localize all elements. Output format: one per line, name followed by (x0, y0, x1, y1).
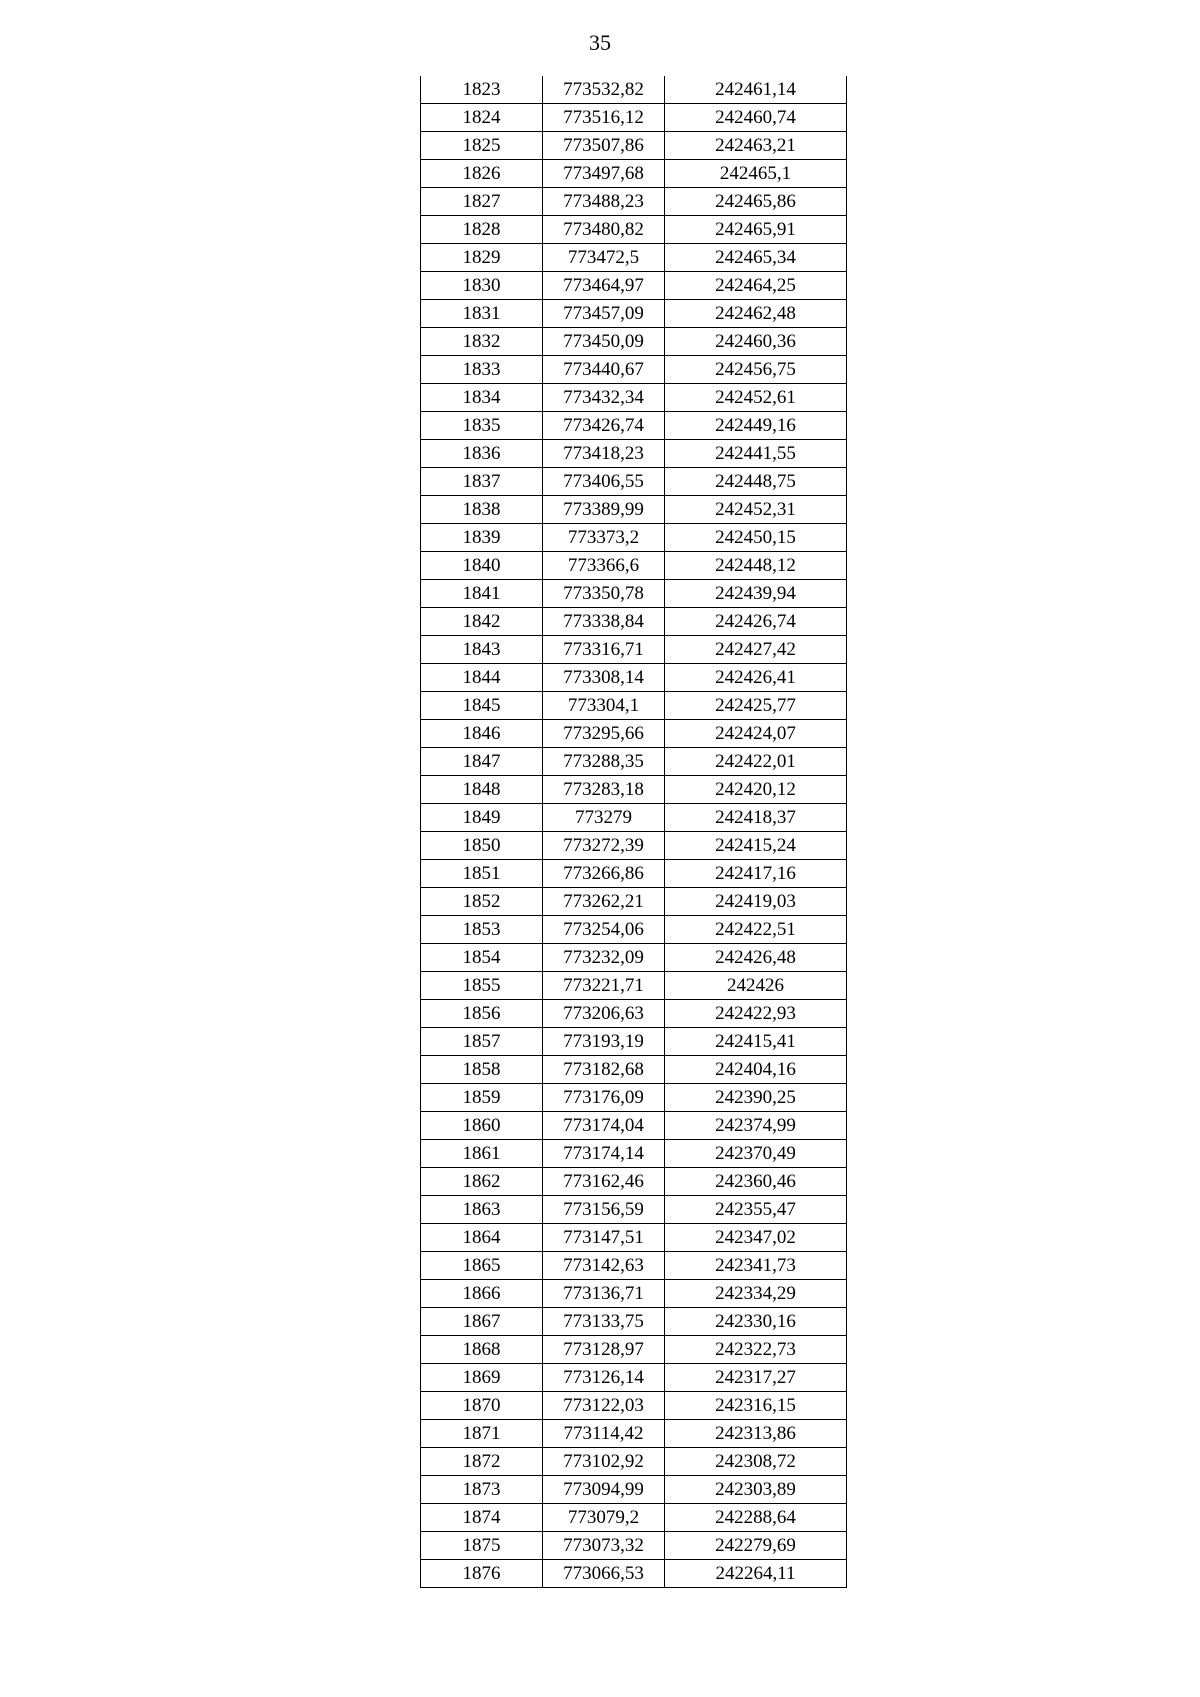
x-coordinate-cell: 773073,32 (543, 1532, 665, 1560)
x-coordinate-cell: 773497,68 (543, 160, 665, 188)
x-coordinate-cell: 773094,99 (543, 1476, 665, 1504)
x-coordinate-cell: 773406,55 (543, 468, 665, 496)
y-coordinate-cell: 242426 (665, 972, 847, 1000)
y-coordinate-cell: 242279,69 (665, 1532, 847, 1560)
x-coordinate-cell: 773464,97 (543, 272, 665, 300)
y-coordinate-cell: 242341,73 (665, 1252, 847, 1280)
y-coordinate-cell: 242427,42 (665, 636, 847, 664)
point-number-cell: 1828 (421, 216, 543, 244)
table-row (421, 356, 847, 384)
point-number-cell: 1838 (421, 496, 543, 524)
x-coordinate-cell: 773128,97 (543, 1336, 665, 1364)
table-row (421, 384, 847, 412)
point-number-cell: 1851 (421, 860, 543, 888)
y-coordinate-cell: 242465,1 (665, 160, 847, 188)
point-number-cell: 1845 (421, 692, 543, 720)
table-row (421, 692, 847, 720)
y-coordinate-cell: 242355,47 (665, 1196, 847, 1224)
table-row (421, 1252, 847, 1280)
point-number-cell: 1830 (421, 272, 543, 300)
x-coordinate-cell: 773389,99 (543, 496, 665, 524)
point-number-cell: 1824 (421, 104, 543, 132)
y-coordinate-cell: 242418,37 (665, 804, 847, 832)
y-coordinate-cell: 242322,73 (665, 1336, 847, 1364)
point-number-cell: 1865 (421, 1252, 543, 1280)
y-coordinate-cell: 242308,72 (665, 1448, 847, 1476)
table-row (421, 1504, 847, 1532)
point-number-cell: 1870 (421, 1392, 543, 1420)
x-coordinate-cell: 773480,82 (543, 216, 665, 244)
point-number-cell: 1843 (421, 636, 543, 664)
table-row (421, 160, 847, 188)
point-number-cell: 1844 (421, 664, 543, 692)
table-row (421, 972, 847, 1000)
table-row (421, 916, 847, 944)
y-coordinate-cell: 242422,01 (665, 748, 847, 776)
table-row (421, 748, 847, 776)
table-row (421, 328, 847, 356)
x-coordinate-cell: 773206,63 (543, 1000, 665, 1028)
x-coordinate-cell: 773142,63 (543, 1252, 665, 1280)
table-row (421, 1168, 847, 1196)
table-row (421, 944, 847, 972)
point-number-cell: 1832 (421, 328, 543, 356)
y-coordinate-cell: 242462,48 (665, 300, 847, 328)
table-row (421, 1140, 847, 1168)
table-row (421, 1000, 847, 1028)
table-row (421, 1280, 847, 1308)
x-coordinate-cell: 773288,35 (543, 748, 665, 776)
y-coordinate-cell: 242426,48 (665, 944, 847, 972)
y-coordinate-cell: 242449,16 (665, 412, 847, 440)
y-coordinate-cell: 242415,24 (665, 832, 847, 860)
table-row (421, 1364, 847, 1392)
table-row (421, 104, 847, 132)
table-row (421, 76, 847, 104)
point-number-cell: 1849 (421, 804, 543, 832)
x-coordinate-cell: 773279 (543, 804, 665, 832)
x-coordinate-cell: 773193,19 (543, 1028, 665, 1056)
table-row (421, 1196, 847, 1224)
x-coordinate-cell: 773266,86 (543, 860, 665, 888)
x-coordinate-cell: 773147,51 (543, 1224, 665, 1252)
point-number-cell: 1852 (421, 888, 543, 916)
point-number-cell: 1875 (421, 1532, 543, 1560)
coordinates-table (420, 76, 847, 1588)
y-coordinate-cell: 242465,34 (665, 244, 847, 272)
point-number-cell: 1868 (421, 1336, 543, 1364)
point-number-cell: 1847 (421, 748, 543, 776)
point-number-cell: 1862 (421, 1168, 543, 1196)
point-number-cell: 1837 (421, 468, 543, 496)
table-row (421, 1476, 847, 1504)
point-number-cell: 1834 (421, 384, 543, 412)
y-coordinate-cell: 242330,16 (665, 1308, 847, 1336)
x-coordinate-cell: 773350,78 (543, 580, 665, 608)
point-number-cell: 1831 (421, 300, 543, 328)
table-row (421, 412, 847, 440)
table-row (421, 832, 847, 860)
y-coordinate-cell: 242404,16 (665, 1056, 847, 1084)
y-coordinate-cell: 242465,91 (665, 216, 847, 244)
table-row (421, 580, 847, 608)
x-coordinate-cell: 773373,2 (543, 524, 665, 552)
point-number-cell: 1827 (421, 188, 543, 216)
x-coordinate-cell: 773488,23 (543, 188, 665, 216)
point-number-cell: 1853 (421, 916, 543, 944)
table-row (421, 1112, 847, 1140)
x-coordinate-cell: 773174,04 (543, 1112, 665, 1140)
table-row (421, 1420, 847, 1448)
point-number-cell: 1850 (421, 832, 543, 860)
x-coordinate-cell: 773283,18 (543, 776, 665, 804)
point-number-cell: 1855 (421, 972, 543, 1000)
y-coordinate-cell: 242441,55 (665, 440, 847, 468)
x-coordinate-cell: 773066,53 (543, 1560, 665, 1588)
y-coordinate-cell: 242461,14 (665, 76, 847, 104)
x-coordinate-cell: 773304,1 (543, 692, 665, 720)
point-number-cell: 1860 (421, 1112, 543, 1140)
y-coordinate-cell: 242448,12 (665, 552, 847, 580)
point-number-cell: 1839 (421, 524, 543, 552)
table-row (421, 664, 847, 692)
point-number-cell: 1842 (421, 608, 543, 636)
x-coordinate-cell: 773254,06 (543, 916, 665, 944)
y-coordinate-cell: 242317,27 (665, 1364, 847, 1392)
y-coordinate-cell: 242463,21 (665, 132, 847, 160)
table-row (421, 468, 847, 496)
y-coordinate-cell: 242419,03 (665, 888, 847, 916)
y-coordinate-cell: 242426,41 (665, 664, 847, 692)
y-coordinate-cell: 242334,29 (665, 1280, 847, 1308)
y-coordinate-cell: 242360,46 (665, 1168, 847, 1196)
point-number-cell: 1859 (421, 1084, 543, 1112)
x-coordinate-cell: 773232,09 (543, 944, 665, 972)
y-coordinate-cell: 242426,74 (665, 608, 847, 636)
table-row (421, 440, 847, 468)
table-row (421, 608, 847, 636)
point-number-cell: 1858 (421, 1056, 543, 1084)
point-number-cell: 1872 (421, 1448, 543, 1476)
x-coordinate-cell: 773457,09 (543, 300, 665, 328)
y-coordinate-cell: 242452,31 (665, 496, 847, 524)
y-coordinate-cell: 242456,75 (665, 356, 847, 384)
point-number-cell: 1867 (421, 1308, 543, 1336)
x-coordinate-cell: 773316,71 (543, 636, 665, 664)
y-coordinate-cell: 242452,61 (665, 384, 847, 412)
y-coordinate-cell: 242390,25 (665, 1084, 847, 1112)
table-row (421, 1308, 847, 1336)
y-coordinate-cell: 242424,07 (665, 720, 847, 748)
table-row (421, 804, 847, 832)
y-coordinate-cell: 242425,77 (665, 692, 847, 720)
point-number-cell: 1841 (421, 580, 543, 608)
y-coordinate-cell: 242460,36 (665, 328, 847, 356)
y-coordinate-cell: 242460,74 (665, 104, 847, 132)
point-number-cell: 1869 (421, 1364, 543, 1392)
point-number-cell: 1871 (421, 1420, 543, 1448)
y-coordinate-cell: 242450,15 (665, 524, 847, 552)
table-row (421, 552, 847, 580)
x-coordinate-cell: 773532,82 (543, 76, 665, 104)
coordinates-table-body (421, 76, 847, 1588)
table-row (421, 188, 847, 216)
y-coordinate-cell: 242422,51 (665, 916, 847, 944)
y-coordinate-cell: 242313,86 (665, 1420, 847, 1448)
point-number-cell: 1823 (421, 76, 543, 104)
y-coordinate-cell: 242464,25 (665, 272, 847, 300)
x-coordinate-cell: 773176,09 (543, 1084, 665, 1112)
point-number-cell: 1848 (421, 776, 543, 804)
x-coordinate-cell: 773418,23 (543, 440, 665, 468)
table-row (421, 888, 847, 916)
x-coordinate-cell: 773182,68 (543, 1056, 665, 1084)
x-coordinate-cell: 773440,67 (543, 356, 665, 384)
table-row (421, 1224, 847, 1252)
x-coordinate-cell: 773472,5 (543, 244, 665, 272)
point-number-cell: 1836 (421, 440, 543, 468)
table-row (421, 496, 847, 524)
x-coordinate-cell: 773308,14 (543, 664, 665, 692)
x-coordinate-cell: 773122,03 (543, 1392, 665, 1420)
x-coordinate-cell: 773366,6 (543, 552, 665, 580)
point-number-cell: 1833 (421, 356, 543, 384)
point-number-cell: 1840 (421, 552, 543, 580)
point-number-cell: 1826 (421, 160, 543, 188)
y-coordinate-cell: 242347,02 (665, 1224, 847, 1252)
y-coordinate-cell: 242374,99 (665, 1112, 847, 1140)
point-number-cell: 1863 (421, 1196, 543, 1224)
x-coordinate-cell: 773516,12 (543, 104, 665, 132)
y-coordinate-cell: 242370,49 (665, 1140, 847, 1168)
table-row (421, 132, 847, 160)
point-number-cell: 1876 (421, 1560, 543, 1588)
y-coordinate-cell: 242448,75 (665, 468, 847, 496)
x-coordinate-cell: 773102,92 (543, 1448, 665, 1476)
table-row (421, 1532, 847, 1560)
table-row (421, 776, 847, 804)
point-number-cell: 1825 (421, 132, 543, 160)
point-number-cell: 1857 (421, 1028, 543, 1056)
table-row (421, 1560, 847, 1588)
x-coordinate-cell: 773174,14 (543, 1140, 665, 1168)
point-number-cell: 1866 (421, 1280, 543, 1308)
y-coordinate-cell: 242316,15 (665, 1392, 847, 1420)
y-coordinate-cell: 242420,12 (665, 776, 847, 804)
table-row (421, 244, 847, 272)
table-row (421, 1056, 847, 1084)
x-coordinate-cell: 773432,34 (543, 384, 665, 412)
table-row (421, 636, 847, 664)
y-coordinate-cell: 242417,16 (665, 860, 847, 888)
x-coordinate-cell: 773136,71 (543, 1280, 665, 1308)
table-row (421, 524, 847, 552)
table-row (421, 860, 847, 888)
y-coordinate-cell: 242415,41 (665, 1028, 847, 1056)
x-coordinate-cell: 773426,74 (543, 412, 665, 440)
x-coordinate-cell: 773507,86 (543, 132, 665, 160)
x-coordinate-cell: 773221,71 (543, 972, 665, 1000)
x-coordinate-cell: 773114,42 (543, 1420, 665, 1448)
x-coordinate-cell: 773338,84 (543, 608, 665, 636)
table-row (421, 1028, 847, 1056)
table-row (421, 300, 847, 328)
y-coordinate-cell: 242439,94 (665, 580, 847, 608)
x-coordinate-cell: 773126,14 (543, 1364, 665, 1392)
page-number: 35 (589, 30, 611, 55)
y-coordinate-cell: 242288,64 (665, 1504, 847, 1532)
x-coordinate-cell: 773162,46 (543, 1168, 665, 1196)
point-number-cell: 1835 (421, 412, 543, 440)
x-coordinate-cell: 773295,66 (543, 720, 665, 748)
y-coordinate-cell: 242264,11 (665, 1560, 847, 1588)
table-row (421, 1392, 847, 1420)
table-row (421, 720, 847, 748)
x-coordinate-cell: 773156,59 (543, 1196, 665, 1224)
y-coordinate-cell: 242422,93 (665, 1000, 847, 1028)
table-row (421, 1336, 847, 1364)
x-coordinate-cell: 773079,2 (543, 1504, 665, 1532)
point-number-cell: 1854 (421, 944, 543, 972)
x-coordinate-cell: 773262,21 (543, 888, 665, 916)
y-coordinate-cell: 242303,89 (665, 1476, 847, 1504)
point-number-cell: 1846 (421, 720, 543, 748)
point-number-cell: 1856 (421, 1000, 543, 1028)
y-coordinate-cell: 242465,86 (665, 188, 847, 216)
table-row (421, 272, 847, 300)
point-number-cell: 1829 (421, 244, 543, 272)
point-number-cell: 1864 (421, 1224, 543, 1252)
x-coordinate-cell: 773450,09 (543, 328, 665, 356)
table-row (421, 1084, 847, 1112)
point-number-cell: 1861 (421, 1140, 543, 1168)
table-row (421, 1448, 847, 1476)
point-number-cell: 1873 (421, 1476, 543, 1504)
x-coordinate-cell: 773133,75 (543, 1308, 665, 1336)
table-row (421, 216, 847, 244)
x-coordinate-cell: 773272,39 (543, 832, 665, 860)
point-number-cell: 1874 (421, 1504, 543, 1532)
